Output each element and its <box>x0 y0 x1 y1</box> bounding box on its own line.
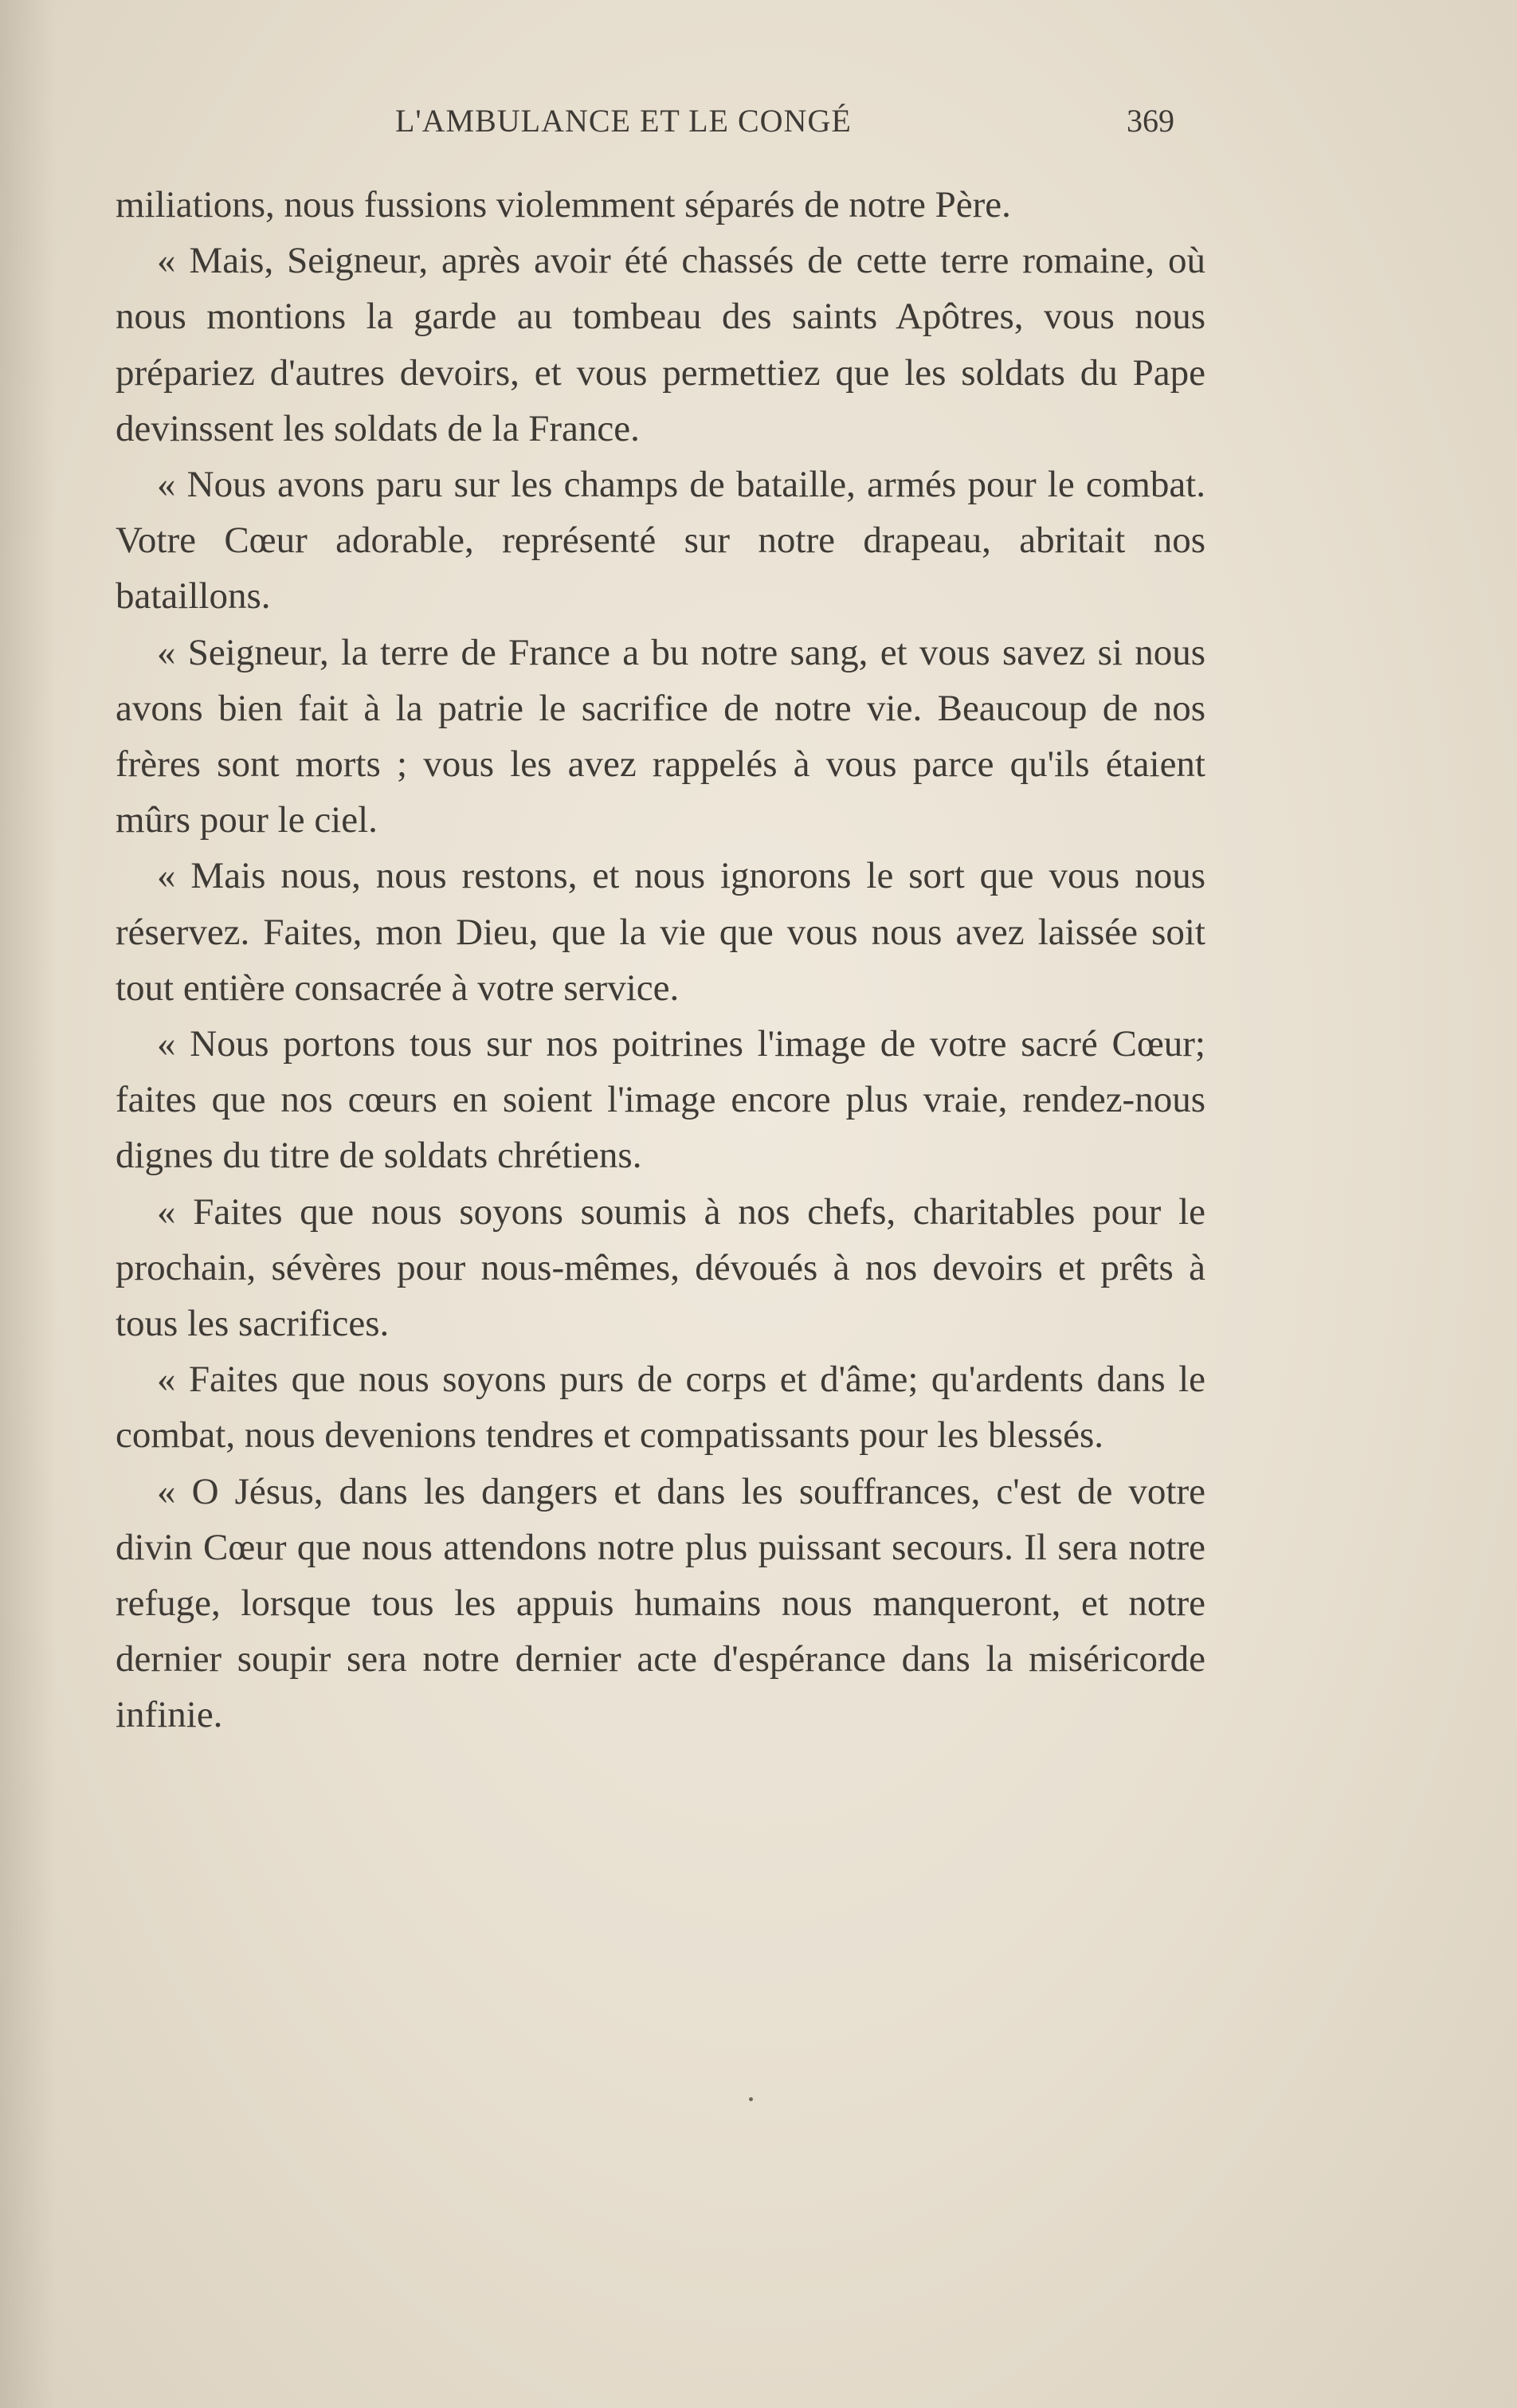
paragraph: « Faites que nous soyons purs de corps et d'âme; qu'ardents dans le combat, nous devenions tendres et compatissants pour les blessés. <box>116 1359 1205 1457</box>
paragraph: « Mais, Seigneur, après avoir été chassés de cette terre romaine, où nous montions la garde au tombeau des saints Apôtres, vous nous prépariez d'autres devoirs, et vous permettiez que les soldats du Pape devinssent les soldats de la France. <box>116 240 1205 449</box>
running-title: L'AMBULANCE ET LE CONGÉ <box>395 103 852 139</box>
page-number: 369 <box>1127 103 1174 139</box>
gutter-shadow <box>0 0 56 2408</box>
paragraph: « Faites que nous soyons soumis à nos chefs, charitables pour le prochain, sévères pour nous-mêmes, dévoués à nos devoirs et prêts à tous les sacrifices. <box>116 1190 1205 1345</box>
body-text <box>116 177 1205 1743</box>
paragraph: « Nous portons tous sur nos poitrines l'image de votre sacré Cœur; faites que nos cœurs en soient l'image encore plus vraie, rendez-nous dignes du titre de soldats chrétiens. <box>116 1023 1205 1177</box>
paragraph: « Mais nous, nous restons, et nous ignorons le sort que vous nous réservez. Faites, mon Dieu, que la vie que vous nous avez laissée soit tout entière consacrée à votre service. <box>116 855 1205 1009</box>
paper-speck <box>749 2097 753 2101</box>
paragraph: miliations, nous fussions violemment séparés de notre Père. <box>116 184 1011 226</box>
running-head <box>0 102 1517 150</box>
paragraph: « O Jésus, dans les dangers et dans les souffrances, c'est de votre divin Cœur que nous attendons notre plus puissant secours. Il sera notre refuge, lorsque tous les appuis humains nous manqueront, et notre dernier soupir sera notre dernier acte d'espérance dans la miséricorde infinie. <box>116 1470 1205 1736</box>
paragraph: « Nous avons paru sur les champs de bataille, armés pour le combat. Votre Cœur adorable, représenté sur notre drapeau, abritait nos bataillons. <box>116 464 1205 618</box>
paragraph: « Seigneur, la terre de France a bu notre sang, et vous savez si nous avons bien fait à la patrie le sacrifice de notre vie. Beaucoup de nos frères sont morts ; vous les avez rappelés à vous parce qu'ils étaient mûrs pour le ciel. <box>116 631 1205 841</box>
